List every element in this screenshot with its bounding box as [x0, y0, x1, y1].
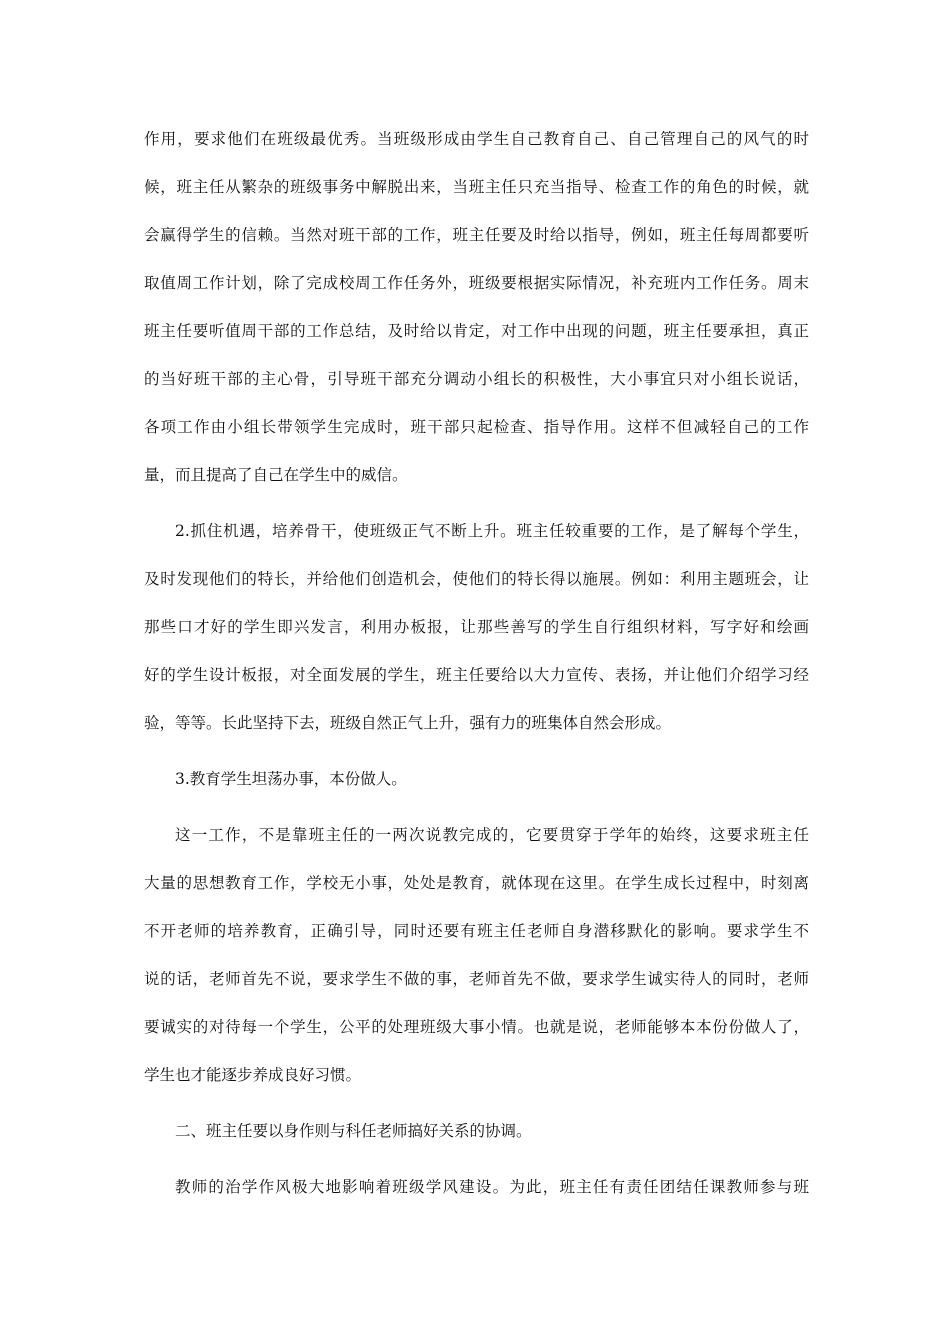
text-line: 3.教育学生坦荡办事，本份做人。 [175, 770, 407, 788]
text-line: 2.抓住机遇，培养骨干，使班级正气不断上升。班主任较重要的工作，是了解每个学生， [175, 522, 809, 540]
text-line: 候，班主任从繁杂的班级事务中解脱出来，当班主任只充当指导、检查工作的角色的时候，就 [144, 178, 809, 196]
text-line: 验，等等。长此坚持下去，班级自然正气上升，强有力的班集体自然会形成。 [144, 714, 672, 732]
text-line: 教师的治学作风极大地影响着班级学风建设。为此，班主任有责任团结任课教师参与班 [175, 1178, 809, 1196]
text-line: 那些口才好的学生即兴发言，利用办板报，让那些善写的学生自行组织材料，写字好和绘画 [144, 618, 809, 636]
text-line: 各项工作由小组长带领学生完成时，班干部只起检查、指导作用。这样不但减轻自己的工作 [144, 418, 809, 436]
text-line: 这一工作，不是靠班主任的一两次说教完成的，它要贯穿于学年的始终，这要求班主任 [175, 826, 809, 844]
text-line: 及时发现他们的特长，并给他们创造机会，使他们的特长得以施展。例如：利用主题班会，让 [144, 570, 809, 588]
document-body [144, 115, 809, 1211]
text-line: 取值周工作计划，除了完成校周工作任务外，班级要根据实际情况，补充班内工作任务。周末 [144, 274, 809, 292]
text-line: 要诚实的对待每一个学生，公平的处理班级大事小情。也就是说，老师能够本本份份做人了， [144, 1018, 809, 1036]
text-line: 说的话，老师首先不说，要求学生不做的事，老师首先不做，要求学生诚实待人的同时，老师 [144, 970, 809, 988]
text-line: 好的学生设计板报，对全面发展的学生，班主任要给以大力宣传、表扬，并让他们介绍学习经 [144, 666, 809, 684]
text-line: 学生也才能逐步养成良好习惯。 [144, 1066, 362, 1084]
text-line: 班主任要听值周干部的工作总结，及时给以肯定，对工作中出现的问题，班主任要承担，真正 [144, 322, 809, 340]
text-line: 会赢得学生的信赖。当然对班干部的工作，班主任要及时给以指导，例如，班主任每周都要听 [144, 226, 809, 244]
text-line: 作用，要求他们在班级最优秀。当班级形成由学生自己教育自己、自己管理自己的风气的时 [144, 130, 809, 148]
text-line: 大量的思想教育工作，学校无小事，处处是教育，就体现在这里。在学生成长过程中，时刻离 [144, 874, 809, 892]
text-line: 二、班主任要以身作则与科任老师搞好关系的协调。 [175, 1122, 532, 1140]
text-line: 不开老师的培养教育，正确引导，同时还要有班主任老师自身潜移默化的影响。要求学生不 [144, 922, 809, 940]
text-line: 量，而且提高了自己在学生中的威信。 [144, 466, 408, 484]
text-line: 的当好班干部的主心骨，引导班干部充分调动小组长的积极性，大小事宜只对小组长说话， [144, 370, 809, 388]
